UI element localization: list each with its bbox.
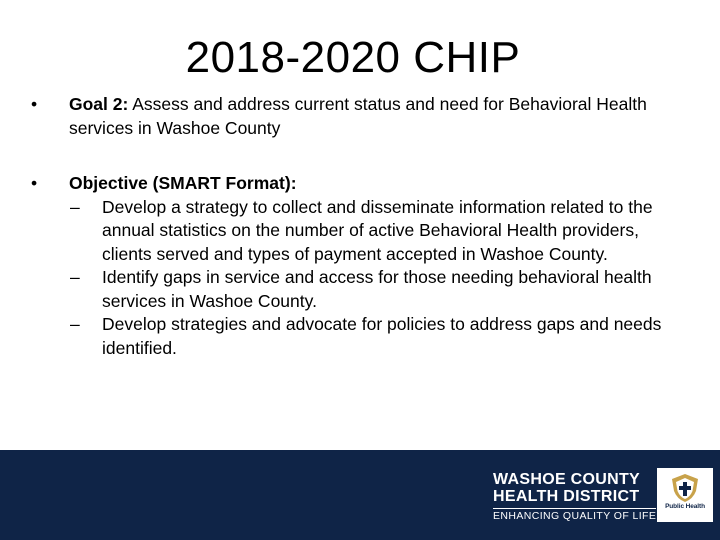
footer-bar — [0, 450, 720, 540]
objective-item-text: Develop strategies and advocate for policies to address gaps and needs identified. — [102, 314, 662, 358]
goal-bullet — [31, 93, 691, 140]
org-name-line1: WASHOE COUNTY — [493, 471, 641, 488]
objective-label: Objective (SMART Format): — [69, 173, 297, 193]
bullet-marker: • — [31, 173, 38, 193]
objective-item — [31, 196, 691, 267]
slide-content — [31, 93, 691, 360]
public-health-logo — [657, 468, 713, 522]
objective-item-text: Develop a strategy to collect and disseminate information related to the annual statistics on the number of active Behavioral Health providers, clients served and types of payment accepted in Washoe County. — [102, 196, 653, 264]
dash-marker: – — [70, 314, 80, 334]
objective-bullet — [31, 172, 691, 196]
goal-text: Assess and address current status and need for Behavioral Health services in Washoe County — [69, 94, 647, 138]
org-brand — [493, 471, 656, 522]
org-name-line2: HEALTH DISTRICT — [493, 488, 640, 505]
dash-marker: – — [70, 196, 80, 217]
objective-item — [31, 313, 691, 360]
dash-marker: – — [70, 267, 80, 287]
org-tagline: ENHANCING QUALITY OF LIFE — [493, 510, 657, 522]
goal-label: Goal 2: — [69, 94, 129, 114]
logo-text: Public Health — [665, 503, 705, 510]
bullet-marker: • — [31, 94, 38, 114]
objective-item-text: Identify gaps in service and access for those needing behavioral health services in Washoe County. — [102, 267, 652, 311]
objective-item — [31, 266, 691, 313]
slide-title: 2018-2020 CHIP — [185, 33, 521, 82]
public-health-shield-icon — [669, 473, 701, 503]
